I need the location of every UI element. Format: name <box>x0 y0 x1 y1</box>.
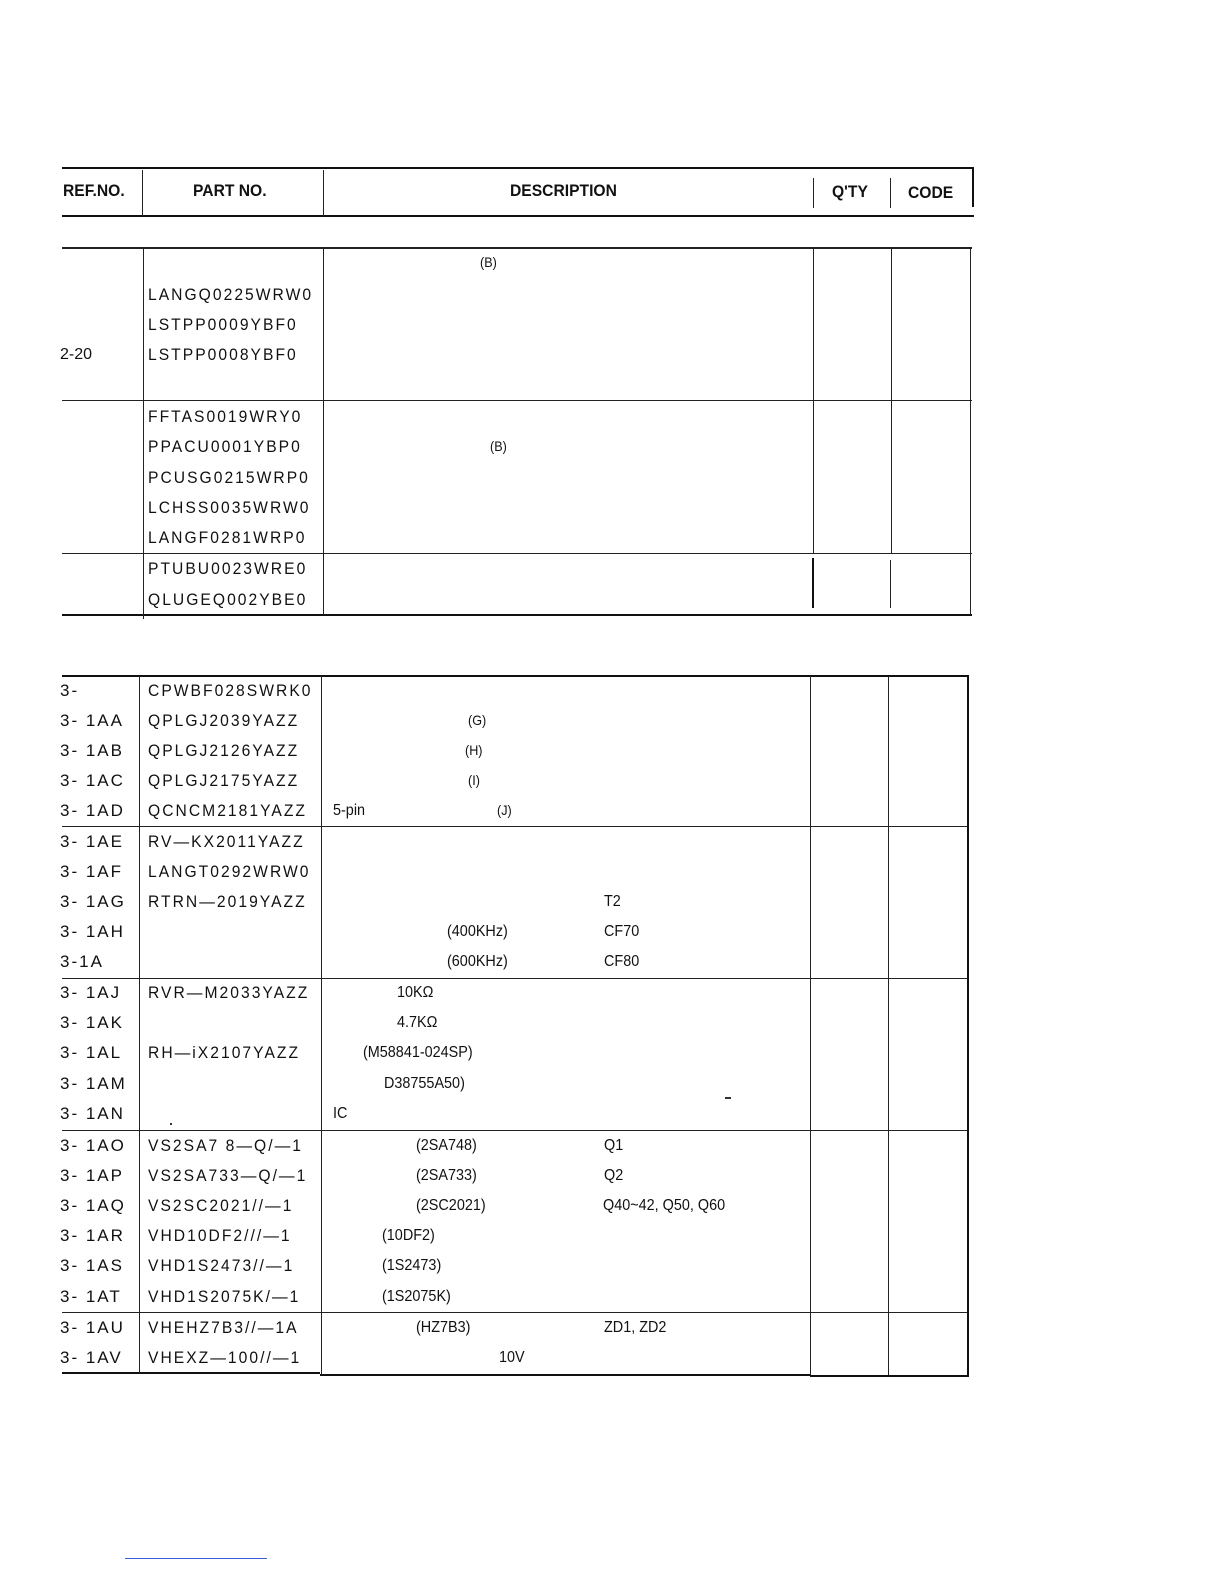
row-part-no: LANGF0281WRP0 <box>148 528 307 547</box>
stray-mark <box>725 1097 731 1099</box>
row-ref-no: 3- 1AU <box>60 1318 125 1337</box>
row-part-no: LANGT0292WRW0 <box>148 862 311 881</box>
row-part-no: RV—KX2011YAZZ <box>148 832 305 851</box>
row-part-no: VS2SA7 8—Q/—1 <box>148 1136 303 1155</box>
row-desc-detail: (I) <box>468 772 480 788</box>
row-desc-location: CF80 <box>604 953 640 970</box>
row-desc-detail: (B) <box>490 438 507 454</box>
row-desc-detail: (400KHz) <box>447 923 508 940</box>
row-desc-detail: (M58841-024SP) <box>363 1044 473 1061</box>
row-desc-detail: (G) <box>468 712 487 728</box>
row-part-no: QLUGEQ002YBE0 <box>148 590 308 609</box>
row-ref-no: 3- 1AN <box>60 1104 125 1123</box>
row-part-no: PTUBU0023WRE0 <box>148 559 308 578</box>
row-desc-location: Q40~42, Q50, Q60 <box>603 1197 726 1214</box>
row-part-no: VHD10DF2///—1 <box>148 1226 292 1245</box>
row-ref-no: 3- 1AG <box>60 892 126 911</box>
row-ref-no: 3- 1AB <box>60 741 124 760</box>
row-ref-no: 3- 1AD <box>60 801 125 820</box>
row-desc-detail: (600KHz) <box>447 953 508 970</box>
row-part-no: RVR—M2033YAZZ <box>148 983 310 1002</box>
row-part-no: QPLGJ2126YAZZ <box>148 741 300 760</box>
row-part-no: VHD1S2075K/—1 <box>148 1287 301 1306</box>
header-ref-no: REF.NO. <box>63 181 125 200</box>
row-desc-detail: (J) <box>497 802 512 818</box>
row-part-no: VHEXZ—100//—1 <box>148 1348 302 1367</box>
row-desc-detail: (1S2473) <box>382 1257 442 1274</box>
row-desc-detail: 10KΩ <box>397 984 434 1001</box>
row-ref-no: 3- 1AE <box>60 832 124 851</box>
row-ref-no: 3- 1AM <box>60 1074 127 1093</box>
row-ref-no: 3- 1AH <box>60 922 125 941</box>
row-desc-prefix: 5-pin <box>333 802 366 819</box>
row-desc-detail: (1S2075K) <box>382 1288 451 1305</box>
row-part-no: RTRN—2019YAZZ <box>148 892 307 911</box>
stray-mark <box>170 1123 172 1125</box>
row-ref-no: 3- <box>60 681 80 700</box>
row-part-no: QCNCM2181YAZZ <box>148 801 308 820</box>
row-part-no: RH—iX2107YAZZ <box>148 1043 301 1062</box>
row-part-no: PPACU0001YBP0 <box>148 437 302 456</box>
row-part-no: CPWBF028SWRK0 <box>148 681 313 700</box>
row-ref-no: 3-1A <box>60 952 104 971</box>
row-desc-location: T2 <box>604 893 621 910</box>
row-desc-detail: 4.7KΩ <box>397 1014 438 1031</box>
header-qty: Q'TY <box>832 182 868 201</box>
row-desc-location: Q2 <box>604 1167 624 1184</box>
row-desc-detail: (HZ7B3) <box>416 1319 471 1336</box>
footer-underline <box>125 1558 267 1559</box>
row-part-no: LSTPP0008YBF0 <box>148 345 298 364</box>
row-desc-detail: D38755A50) <box>384 1075 465 1092</box>
row-ref-no: 3- 1AA <box>60 711 124 730</box>
row-ref-no: 3- 1AT <box>60 1287 122 1306</box>
row-desc-detail: 10V <box>499 1349 525 1366</box>
row-part-no: VHD1S2473//—1 <box>148 1256 295 1275</box>
row-ref-no: 3- 1AC <box>60 771 125 790</box>
row-desc-detail: (2SA733) <box>416 1167 477 1184</box>
row-part-no: VS2SA733—Q/—1 <box>148 1166 308 1185</box>
row-part-no: LANGQ0225WRW0 <box>148 285 314 304</box>
row-ref-no: 3- 1AF <box>60 862 124 881</box>
row-part-no: QPLGJ2175YAZZ <box>148 771 300 790</box>
header-part-no: PART NO. <box>193 181 267 200</box>
row-desc-detail: (H) <box>465 742 483 758</box>
row-desc-detail: (2SC2021) <box>416 1197 486 1214</box>
row-ref-no: 3- 1AS <box>60 1256 124 1275</box>
row-part-no: FFTAS0019WRY0 <box>148 407 303 426</box>
header-code: CODE <box>908 183 954 202</box>
row-desc-location: ZD1, ZD2 <box>604 1319 667 1336</box>
row-ref-no: 3- 1AL <box>60 1043 123 1062</box>
row-desc-detail: (B) <box>480 254 497 270</box>
row-desc-location: Q1 <box>604 1137 624 1154</box>
row-desc-location: CF70 <box>604 923 640 940</box>
row-part-no: VHEHZ7B3//—1A <box>148 1318 299 1337</box>
row-desc-detail: (2SA748) <box>416 1137 477 1154</box>
row-ref-no: 3- 1AO <box>60 1136 126 1155</box>
row-part-no: LCHSS0035WRW0 <box>148 498 311 517</box>
row-ref-no: 2-20 <box>60 346 93 363</box>
row-ref-no: 3- 1AP <box>60 1166 124 1185</box>
row-desc-prefix: IC <box>333 1105 348 1122</box>
row-ref-no: 3- 1AJ <box>60 983 122 1002</box>
header-description: DESCRIPTION <box>510 181 617 200</box>
row-ref-no: 3- 1AR <box>60 1226 125 1245</box>
row-part-no: LSTPP0009YBF0 <box>148 315 298 334</box>
row-part-no: QPLGJ2039YAZZ <box>148 711 300 730</box>
row-part-no: VS2SC2021//—1 <box>148 1196 294 1215</box>
row-ref-no: 3- 1AQ <box>60 1196 126 1215</box>
row-ref-no: 3- 1AK <box>60 1013 124 1032</box>
row-ref-no: 3- 1AV <box>60 1348 123 1367</box>
row-part-no: PCUSG0215WRP0 <box>148 468 310 487</box>
row-desc-detail: (10DF2) <box>382 1227 435 1244</box>
